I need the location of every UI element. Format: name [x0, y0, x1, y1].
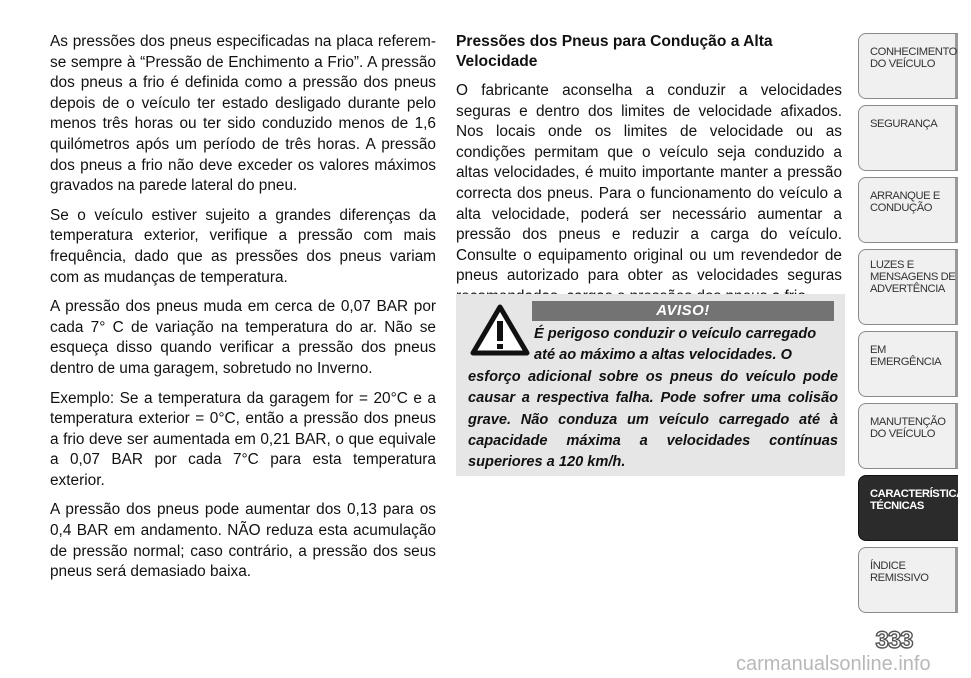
tab-seguranca[interactable]: SEGURANÇA	[858, 105, 958, 171]
tab-arranque-e-conducao[interactable]: ARRANQUE E CONDUÇÃO	[858, 177, 958, 243]
paragraph-example: Exemplo: Se a temperatura da garagem for = 20°C e a temperatura exterior = 0°C, então a pressão dos pneus a frio deve ser aumentada em 0,21 BAR, o que equivale a 0,07 BAR por cada 7°C para esta temperatura exterior.	[50, 389, 436, 489]
warning-text	[468, 324, 838, 474]
warning-line-2: até ao máximo a altas velocidades. O	[534, 347, 792, 364]
tab-conhecimento-do-veiculo[interactable]: CONHECIMENTO DO VEÍCULO	[858, 33, 958, 99]
warning-title: AVISO!	[532, 301, 834, 321]
tab-caracteristicas-tecnicas[interactable]: CARACTERÍSTICAS TÉCNICAS	[858, 475, 958, 541]
left-column	[50, 32, 436, 592]
tab-manutencao-do-veiculo[interactable]: MANUTENÇÃO DO VEÍCULO	[858, 403, 958, 469]
watermark: carmanualsonline.info	[736, 653, 931, 675]
paragraph-cold-pressure: As pressões dos pneus especificadas na placa referem-se sempre à “Pressão de Enchimento a Frio”. A pressão dos pneus a frio é definida como a pressão dos pneus depois de o veículo ter estado desligado durante pelo menos três horas ou ter sido conduzido menos de 1,6 quilómetros após um período de três horas. A pressão dos pneus a frio não deve exceder os valores máximos gravados na parede lateral do pneu.	[50, 33, 436, 195]
paragraph-temperature-variation: Se o veículo estiver sujeito a grandes diferenças da temperatura exterior, verifique a pressão com mais frequência, dado que as pressões dos pneus variam com as mudanças de temperatura.	[50, 206, 436, 286]
paragraph-pressure-change-rate: A pressão dos pneus muda em cerca de 0,07 BAR por cada 7° C de variação na temperatura do ar. Não se esqueça disso quando verificar a pressão dos pneus dentro de uma garagem, sobretudo no Inverno.	[50, 298, 436, 377]
warning-line-1: É perigoso conduzir o veículo carregado	[534, 326, 817, 342]
tab-indice-remissivo[interactable]: ÍNDICE REMISSIVO	[858, 547, 958, 613]
page-number: 333	[875, 627, 913, 654]
right-column	[456, 32, 842, 317]
warning-box	[456, 294, 845, 476]
tab-em-emergencia[interactable]: EM EMERGÊNCIA	[858, 331, 958, 397]
paragraph-high-speed: O fabricante aconselha a conduzir a velocidades seguras e dentro dos limites de velocidade afixados. Nos locais onde os limites de velocidade ou as condições permitam que o veículo seja conduzido a altas velocidades, é muito importante manter a pressão correcta dos pneus. Para o funcionamento do veículo a alta velocidade, poderá ser necessário aumentar a pressão dos pneus e reduzir a carga do veículo. Consulte o equipamento original ou um revendedor de pneus autorizado para obter as velocidades seguras	[456, 82, 842, 285]
section-heading: Pressões dos Pneus para Condução a Alta Velocidade	[456, 33, 773, 70]
paragraph-driving-pressure-increase: A pressão dos pneus pode aumentar dos 0,13 para os 0,4 BAR em andamento. NÃO reduza esta acumulação de pressão normal; caso contrário, a pressão dos seus pneus será demasiado baixa.	[50, 501, 436, 581]
warning-rest: esforço adicional sobre os pneus do veículo pode causar a respectiva falha. Pode sofrer uma colisão grave. Não conduza um veículo carregado até à capacidade máxima a velocidades contínuas superiores a 120 km/h.	[468, 368, 838, 471]
tab-luzes-e-mensagens[interactable]: LUZES E MENSAGENS DE ADVERTÊNCIA	[858, 249, 958, 325]
